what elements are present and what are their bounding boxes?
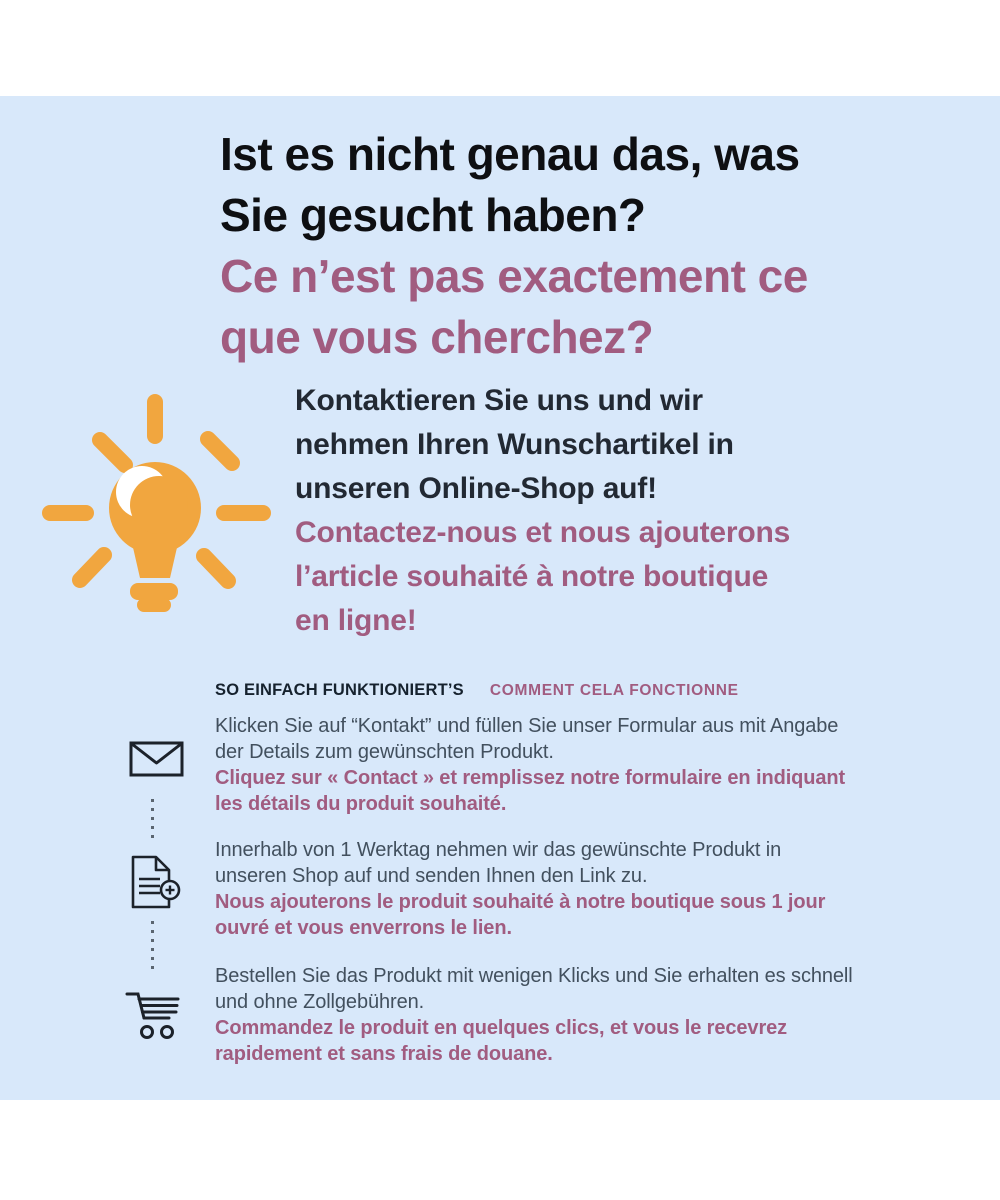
how-it-works-header-fr: COMMENT CELA FONCTIONNE xyxy=(489,682,739,699)
step-1-fr-line: Cliquez sur « Contact » et remplissez notre formulaire en indiquant xyxy=(215,767,846,789)
step-2-de-line: Innerhalb von 1 Werktag nehmen wir das gewünschte Produkt in xyxy=(215,839,782,861)
step-2 xyxy=(215,837,825,941)
how-it-works-header xyxy=(215,681,739,700)
hero-subtitle xyxy=(295,379,790,643)
subtitle-de-line: nehmen Ihren Wunschartikel in xyxy=(295,428,734,461)
step-1-de-line: Klicken Sie auf “Kontakt” und füllen Sie unser Formular aus mit Angabe xyxy=(215,715,839,737)
step-2-fr-line: Nous ajouterons le produit souhaité à notre boutique sous 1 jour xyxy=(215,891,826,913)
step-1 xyxy=(215,713,845,817)
title-de-line: Ist es nicht genau das, was xyxy=(220,128,800,180)
step-2-de-line: unseren Shop auf und senden Ihnen den Link zu. xyxy=(215,865,648,887)
dotted-connector xyxy=(151,921,154,969)
subtitle-fr-line: en ligne! xyxy=(295,604,417,637)
title-de-line: Sie gesucht haben? xyxy=(220,189,646,241)
step-2-fr-line: ouvré et vous enverrons le lien. xyxy=(215,917,512,939)
step-1-fr-line: les détails du produit souhaité. xyxy=(215,793,507,815)
subtitle-de-line: unseren Online-Shop auf! xyxy=(295,472,657,505)
step-3-fr-line: rapidement et sans frais de douane. xyxy=(215,1043,553,1065)
document-add-icon xyxy=(128,855,182,911)
subtitle-fr-line: l’article souhaité à notre boutique xyxy=(295,560,769,593)
subtitle-fr-line: Contactez-nous et nous ajouterons xyxy=(295,516,791,549)
step-3-de-line: Bestellen Sie das Produkt mit wenigen Klicks und Sie erhalten es schnell xyxy=(215,965,853,987)
subtitle-de-line: Kontaktieren Sie uns und wir xyxy=(295,384,703,417)
title-fr-line: Ce n’est pas exactement ce xyxy=(220,250,808,302)
page-title xyxy=(220,124,808,368)
title-fr-line: que vous cherchez? xyxy=(220,311,654,363)
lightbulb-icon xyxy=(42,392,274,640)
how-it-works-header-de: SO EINFACH FUNKTIONIERT’S xyxy=(215,681,464,699)
shopping-cart-icon xyxy=(121,986,183,1042)
envelope-icon xyxy=(129,741,185,779)
step-3 xyxy=(215,963,853,1067)
step-1-de-line: der Details zum gewünschten Produkt. xyxy=(215,741,554,763)
step-3-fr-line: Commandez le produit en quelques clics, et vous le recevrez xyxy=(215,1017,788,1039)
step-3-de-line: und ohne Zollgebühren. xyxy=(215,991,425,1013)
dotted-connector xyxy=(151,799,154,843)
